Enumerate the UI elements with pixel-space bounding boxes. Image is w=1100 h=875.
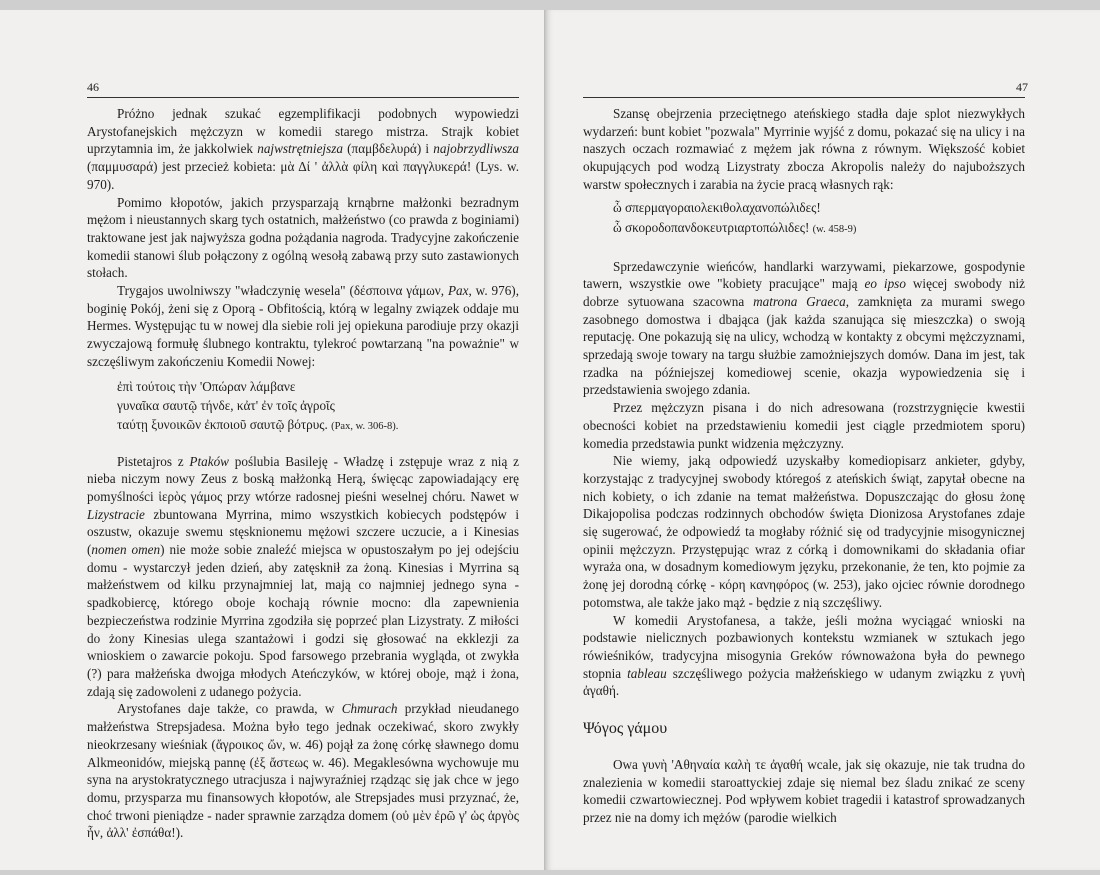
page-number-right: 47 [1016,80,1028,94]
header-rule-right [583,97,1025,98]
verse-line: ὦ σπερμαγοραιολεκιθολαχανοπώλιδες! [613,199,821,215]
left-page-text [87,105,519,842]
paragraph: Arystofanes daje także, co prawda, w Chmurach przykład nieudanego małżeństwa Strepsjadesa. Można było tego jednak oczekiwać, skoro zwykły nieokrzesany wieśniak (ἄγροικος ὤν, w. 46) pojął za żonę córkę sławnego domu Alkmeonidów, miejską pannę (ἐξ ἄστεως w. 46). Megaklesówna wychowuje mu syna na arystokratycznego utracjusza i najwyraźniej rządząc się jak chce w jego domu, przysparza mu finansowych kłopotów, ale Strepsjades musi przyznać, że, choć trwoni pieniądze - nader sprawnie zarządza domem (οὐ μὲν ἐρῶ γ' ὡς ἀργὸς ἦν, ἀλλ' ἐσπάθα!). [87,701,519,841]
paragraph: Trygajos uwolniwszy "władczynię wesela" (δέσποινα γάμων, Pax, w. 976), boginię Pokój, żeni się z Oporą - Obfitością, którą w legalny związek oddaje mu Hermes. Występując tu w nowej dla siebie roli jej opiekuna parodiuje przy okazji zwyczajową formułę ślubnego kontraktu, tylekroć powtarzaną "na poważnie" w szczęśliwym zakończeniu Komedii Nowej: [87,283,519,369]
verse-line: ὦ σκοροδοπανδοκευτριαρτοπώλιδες! (w. 458-9) [613,219,857,235]
verse-line: ἐπὶ τούτοις τὴν 'Οπώραν λάμβανε [117,378,296,394]
paragraph: Próżno jednak szukać egzemplifikacji podobnych wypowiedzi Arystofanejskich mężczyzn w komedii starego mistrza. Strajk kobiet uprzytamnia im, że jakkolwiek najwstrętniejsza (παμβδελυρά) i najobrzydliwsza (παμμυσαρά) jest przecież kobieta: μὰ Δί ' ἀλλὰ φίλη καὶ παγγλυκερά! (Lys. w. 970). [87,106,519,192]
right-page-text [583,105,1025,827]
verse-reference: (w. 458-9) [812,223,857,235]
greek-verse-quote [117,377,519,436]
paragraph: Pomimo kłopotów, jakich przysparzają krnąbrne małżonki bezradnym mężom i nieustannych skarg tych ostatnich, małżeństwo (co prawda z boginiami) traktowane jest jak najwyższa godna pożądania nagroda. Tradycyjne zakończenie komedii stanowi ślub połączony z ogólną wesołą zabawą przy suto zastawionych stołach. [87,194,519,281]
paragraph: Owa γυνὴ 'Αθηναία καλὴ τε ἀγαθή wcale, jak się okazuje, nie tak trudna do znalezienia w komedii staroattyckiej zdaje się niemal bez śladu znikać ze sceny komedii czwartowiecznej. Pod wpływem kobiet tragedii i katastrof sprowadzanych przez nie na domy ich mężów (parodie wielkich [583,756,1025,825]
paragraph: Nie wiemy, jaką odpowiedź uzyskałby komediopisarz ankieter, gdyby, korzystając z tradycyjnej swobody któregoś z ateńskich świąt, zapytał obecne na nich kobiety, o ich zdanie na temat małżeństwa. Dopuszczając do głosu żonę Dikajopolisa podczas rodzinnych obchodów święta Dionizosa Arystofanes zdaje się sugerować, że odpowiedź ta mogłaby różnić się od tradycyjnie misogynicznej opinii mężczyzn. Przystępując wraz z córką i domownikami do składania ofiar wyraża ona, w dosadnym komediowym języku, przekonanie, że ten, kto pojmie za żonę jej dorodną córkę - κόρη κανηφόρος (w. 253), jako ojciec równie dorodnego potomstwa, ale także jako mąż - będzie z nią szczęśliwy. [583,453,1025,610]
paragraph: W komedii Arystofanesa, a także, jeśli można wyciągać wnioski na podstawie nielicznych pozbawionych kontekstu wzmianek w sztukach jego rówieśników, tradycyjna misogynia Greków równoważona była do pewnego stopnia tableau szczęśliwego pożycia małżeńskiego w udanym związku z γυνὴ ἀγαθή. [583,612,1025,699]
paragraph: Sprzedawczynie wieńców, handlarki warzywami, piekarzowe, gospodynie tawern, wszystkie owe "kobiety pracujące" mają eo ipso więcej swobody niż dobrze sytuowana szacowna matrona Graeca, zamknięta za murami swego zasobnego domostwa i dbająca (jak każda szanująca się mieszczka) o swoją reputację. One pokazują się na ulicy, wchodzą w kontakty z obcymi mężczyznami, sprzedają swoje towary na targu służbie zamożniejszych domów. Dana im jest, tak rzadka na późniejszej komediowej scenie, okazja wypowiedzenia się i przedstawienia swojego zdania. [583,258,1026,398]
paragraph: Szansę obejrzenia przeciętnego ateńskiego stadła daje splot niezwykłych wydarzeń: bunt kobiet "pozwala" Myrrinie wyjść z domu, pokazać się na ulicy i na naszych oczach rozmawiać z mężem jak równa z równym. Większość kobiet okupujących pod wodzą Lizystraty zbocza Akropolis należy do najuboższych warstw społecznych i zarabia na życie pracą własnych rąk: [583,106,1025,192]
paragraph: Przez mężczyzn pisana i do nich adresowana (rozstrzygnięcie kwestii obecności kobiet na przedstawieniu komedii jest ciągle przedmiotem sporu) komedia przedstawia punkt widzenia mężczyzny. [583,400,1025,451]
header-rule-left [87,97,519,98]
left-page [0,10,545,870]
verse-reference: (Pax, w. 306-8). [331,420,399,432]
verse-line: γυναῖκα σαυτῷ τήνδε, κἀτ' ἐν τοῖς ἀγροῖς [117,397,335,413]
paragraph: Pistetajros z Ptaków poślubia Basileję - Władzę i zstępuje wraz z nią z nieba niczym nowy Zeus z boską małżonką Herą, święcąc zapowiadający erę pomyślności ἱερὸς γάμος przy wtórze radosnej pieśni weselnej chóru. Nawet w Lizystracie zbuntowana Myrrina, mimo wszystkich kobiecych podstępów i oszustw, okazuje swemu stęsknionemu mężowi szczere uczucie, a i Kinesias (nomen omen) nie może sobie znaleźć miejsca w opustoszałym po jej odejściu domu - wystarczył jeden dzień, aby zatęsknił za żoną. Kinesias i Myrrina są małżeństwem od kilku przynajmniej lat, mają co najmniej jednego syna - spadkobiercę, którego oboje kochają równie mocno: dla zapewnienia bezpieczeństwa rodzinie Myrrina zgodziła się poprzeć plan Lizystraty. Z miłości do żony Kinesias ulega szantażowi i godzi się głosować na ekklezji za wnioskiem o zawarcie pokoju. Spod farsowego przebrania wygląda, ot zwykła (?) para małżeńska dwojga młodych Ateńczyków, w której oboje, mąż i żona, zdają się zadowoleni z udanego pożycia. [87,453,519,699]
section-heading: Ψόγος γάμου [583,720,668,738]
verse-line: ταύτῃ ξυνοικῶν ἐκποιοῦ σαυτῷ βότρυς. (Pax, w. 306-8). [117,416,399,432]
right-page [545,10,1100,870]
page-number-left: 46 [87,80,99,94]
greek-verse-quote [613,198,1025,240]
